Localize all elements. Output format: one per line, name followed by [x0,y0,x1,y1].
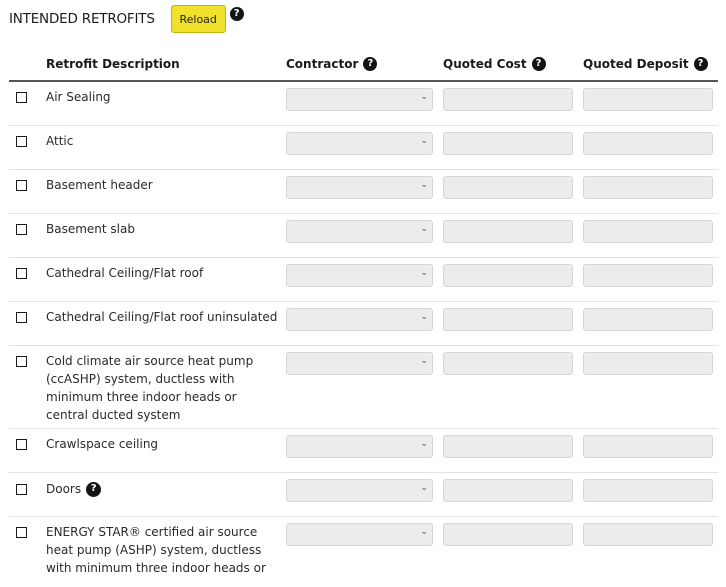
quoted-deposit-input[interactable] [583,220,713,243]
table-row [9,517,718,587]
chevron-down-icon: ⌄ [420,483,428,493]
quoted-deposit-input[interactable] [583,523,713,546]
chevron-down-icon: ⌄ [420,312,428,322]
table-row [9,429,718,473]
chevron-down-icon: ⌄ [420,180,428,190]
row-checkbox[interactable] [16,527,27,538]
column-header-contractor: Contractor ? [286,57,377,71]
quoted-cost-input[interactable] [443,352,573,375]
retrofits-table [9,50,718,587]
quoted-deposit-input[interactable] [583,352,713,375]
quoted-deposit-input[interactable] [583,132,713,155]
row-checkbox[interactable] [16,356,27,367]
quoted-deposit-input[interactable] [583,88,713,111]
question-circle-icon[interactable]: ? [86,482,101,497]
contractor-select[interactable] [286,352,433,375]
table-row [9,473,718,517]
retrofit-description: Crawlspace ceiling [46,437,159,451]
contractor-select[interactable] [286,88,433,111]
quoted-deposit-input[interactable] [583,308,713,331]
chevron-down-icon: ⌄ [420,92,428,102]
retrofit-description: Air Sealing [46,90,111,104]
chevron-down-icon: ⌄ [420,224,428,234]
row-checkbox[interactable] [16,484,27,495]
column-header-quoted-cost: Quoted Cost ? [443,57,546,71]
chevron-down-icon: ⌄ [420,439,428,449]
quoted-deposit-input[interactable] [583,176,713,199]
retrofit-description: Basement header [46,178,153,192]
question-circle-icon[interactable]: ? [230,7,244,21]
retrofit-description: Cathedral Ceiling/Flat roof [46,266,204,280]
row-checkbox[interactable] [16,268,27,279]
quoted-deposit-input[interactable] [583,435,713,458]
question-circle-icon[interactable]: ? [694,57,708,71]
quoted-cost-input[interactable] [443,435,573,458]
question-circle-icon[interactable]: ? [363,57,377,71]
quoted-deposit-input[interactable] [583,264,713,287]
quoted-cost-input[interactable] [443,88,573,111]
row-checkbox[interactable] [16,224,27,235]
column-header-description: Retrofit Description [46,57,180,71]
quoted-cost-input[interactable] [443,220,573,243]
retrofit-description: Attic [46,134,74,148]
contractor-select[interactable] [286,176,433,199]
contractor-select[interactable] [286,220,433,243]
chevron-down-icon: ⌄ [420,136,428,146]
page-title: INTENDED RETROFITS [9,11,155,27]
chevron-down-icon: ⌄ [420,356,428,366]
contractor-select[interactable] [286,435,433,458]
quoted-cost-input[interactable] [443,479,573,502]
chevron-down-icon: ⌄ [420,268,428,278]
retrofit-description: Cathedral Ceiling/Flat roof uninsulated [46,310,278,324]
table-row [9,346,718,429]
retrofit-description: Doors ? [46,480,278,498]
contractor-select[interactable] [286,479,433,502]
retrofit-description: ENERGY STAR® certified air source heat pump (ASHP) system, ductless with minimum three indoor heads or [46,525,266,575]
retrofit-description: Basement slab [46,222,135,236]
row-checkbox[interactable] [16,92,27,103]
quoted-cost-input[interactable] [443,308,573,331]
quoted-deposit-input[interactable] [583,479,713,502]
quoted-cost-input[interactable] [443,523,573,546]
chevron-down-icon: ⌄ [420,527,428,537]
table-header [9,50,718,82]
retrofit-description: Cold climate air source heat pump (ccASHP) system, ductless with minimum three indoor heads or central ducted system [46,354,254,422]
table-row [9,258,718,302]
question-circle-icon[interactable]: ? [532,57,546,71]
row-checkbox[interactable] [16,136,27,147]
reload-button[interactable]: Reload [171,5,226,33]
table-row [9,302,718,346]
row-checkbox[interactable] [16,180,27,191]
table-row [9,82,718,126]
quoted-cost-input[interactable] [443,176,573,199]
quoted-cost-input[interactable] [443,264,573,287]
row-checkbox[interactable] [16,312,27,323]
table-row [9,170,718,214]
table-row [9,126,718,170]
contractor-select[interactable] [286,132,433,155]
contractor-select[interactable] [286,523,433,546]
contractor-select[interactable] [286,264,433,287]
row-checkbox[interactable] [16,439,27,450]
table-row [9,214,718,258]
quoted-cost-input[interactable] [443,132,573,155]
header [9,4,244,34]
column-header-quoted-deposit: Quoted Deposit ? [583,57,708,71]
contractor-select[interactable] [286,308,433,331]
